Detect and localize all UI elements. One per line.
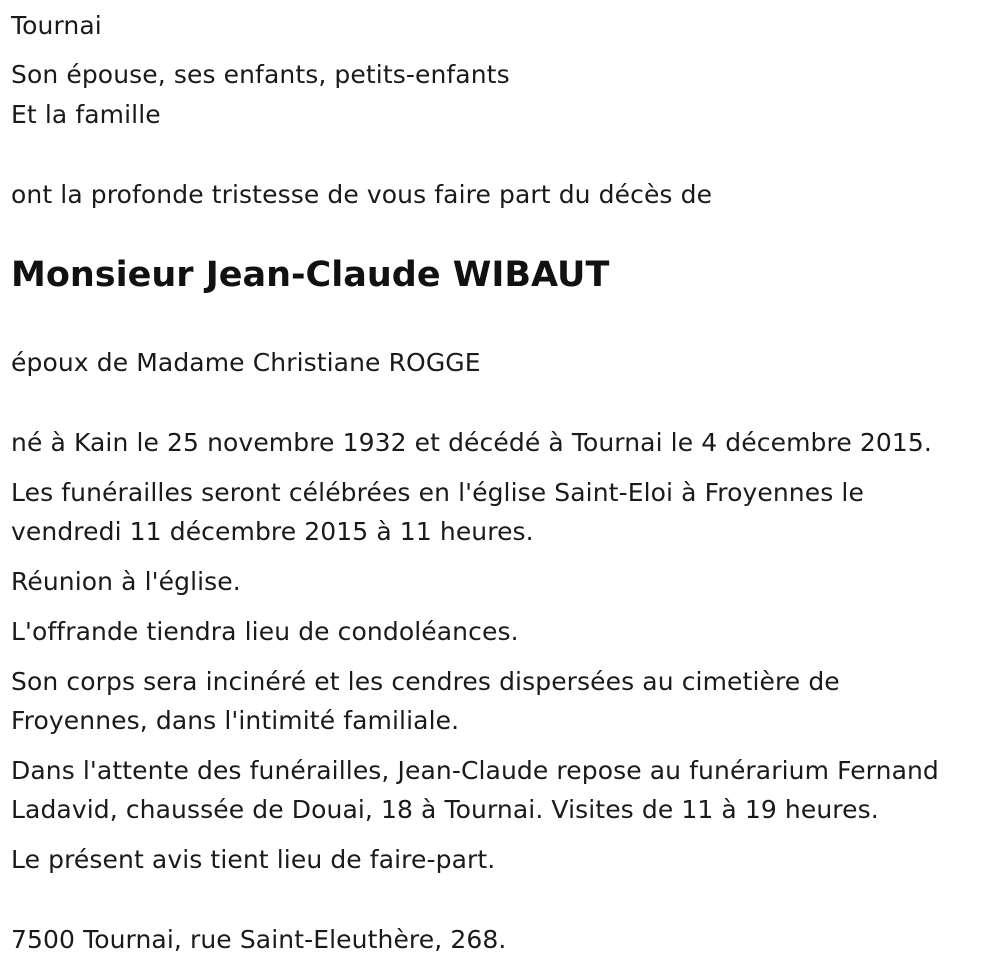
announcement-text: ont la profonde tristesse de vous faire part du décès de <box>11 180 713 209</box>
cremation-line-2: Froyennes, dans l'intimité familiale. <box>11 706 460 735</box>
cremation-line-1: Son corps sera incinéré et les cendres dispersées au cimetière de <box>11 667 840 696</box>
meeting-line: Réunion à l'église. <box>11 567 241 596</box>
notice-statement: Le présent avis tient lieu de faire-part. <box>11 845 496 874</box>
wake-line-1: Dans l'attente des funérailles, Jean-Claude repose au funérarium Fernand <box>11 756 939 785</box>
offering-line: L'offrande tiendra lieu de condoléances. <box>11 617 519 646</box>
address-line: 7500 Tournai, rue Saint-Eleuthère, 268. <box>11 925 507 954</box>
wake-line-2: Ladavid, chaussée de Douai, 18 à Tournai. Visites de 11 à 19 heures. <box>11 795 879 824</box>
family-line-2: Et la famille <box>11 100 161 129</box>
funeral-line-2: vendredi 11 décembre 2015 à 11 heures. <box>11 517 534 546</box>
family-line-1: Son épouse, ses enfants, petits-enfants <box>11 60 510 89</box>
spouse-line: époux de Madame Christiane ROGGE <box>11 348 481 377</box>
funeral-line-1: Les funérailles seront célébrées en l'église Saint-Eloi à Froyennes le <box>11 478 864 507</box>
city-heading: Tournai <box>11 11 102 40</box>
deceased-name: Monsieur Jean-Claude WIBAUT <box>11 255 610 295</box>
birth-death-line: né à Kain le 25 novembre 1932 et décédé à Tournai le 4 décembre 2015. <box>11 428 932 457</box>
